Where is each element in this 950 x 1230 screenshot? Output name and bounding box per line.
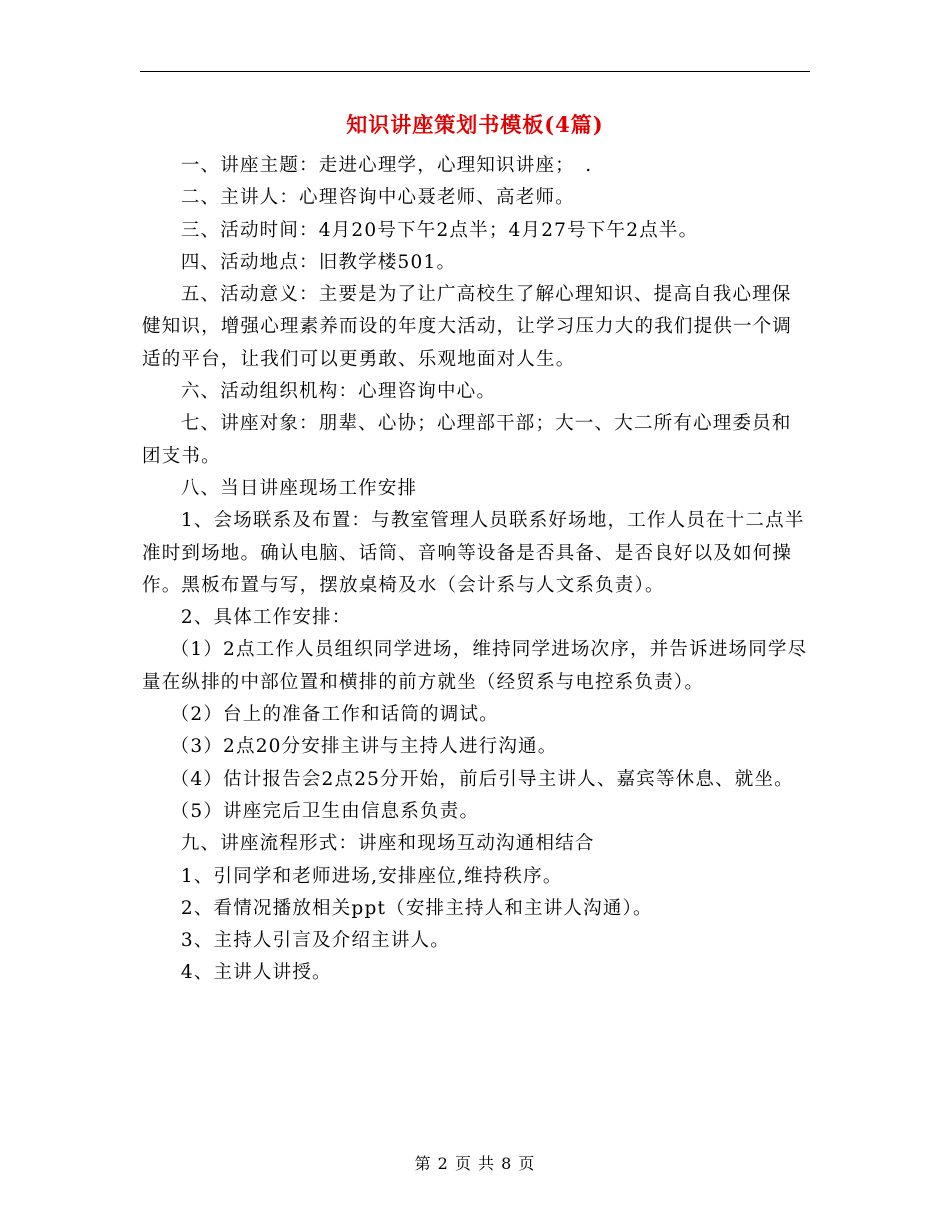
header-rule [140,71,810,72]
body-paragraph: 六、活动组织机构：心理咨询中心。 [180,381,497,403]
body-paragraph: 三、活动时间：4月20号下午2点半；4月27号下午2点半。 [180,219,699,241]
body-paragraph: 四、活动地点：旧教学楼501。 [180,251,457,273]
document-body [142,150,810,990]
body-paragraph: 2、具体工作安排： [180,607,352,629]
body-paragraph: 3、主持人引言及介绍主讲人。 [180,930,450,952]
body-paragraph: 八、当日讲座现场工作安排 [180,477,418,499]
body-paragraph: （1）2点工作人员组织同学进场，维持同学进场次序，并告诉进场同学尽量在纵排的中部位置和横排的前方就坐（经贸系与电控系负责）。 [142,639,808,693]
body-paragraph: 1、会场联系及布置：与教室管理人员联系好场地，工作人员在十二点半准时到场地。确认电脑、话筒、音响等设备是否具备、是否良好以及如何操作。黑板布置与写，摆放桌椅及水（会计系与人文系负责）。 [142,510,805,596]
body-paragraph: 一、讲座主题：走进心理学，心理知识讲座； . [180,155,593,176]
body-paragraph: 九、讲座流程形式：讲座和现场互动沟通相结合 [180,833,595,855]
body-paragraph: 五、活动意义：主要是为了让广高校生了解心理知识、提高自我心理保健知识，增强心理素养而设的年度大活动，让学习压力大的我们提供一个调适的平台，让我们可以更勇敢、乐观地面对人生。 [142,284,793,370]
body-paragraph: 2、看情况播放相关ppt（安排主持人和主讲人沟通）。 [180,897,653,919]
body-paragraph: （3）2点20分安排主讲与主持人进行沟通。 [170,736,558,758]
body-paragraph: 七、讲座对象：朋辈、心协；心理部干部；大一、大二所有心理委员和团支书。 [142,413,792,467]
document-title: 知识讲座策划书模板(4篇) [346,112,604,137]
body-paragraph: （2）台上的准备工作和话筒的调试。 [170,704,499,726]
body-paragraph: （5）讲座完后卫生由信息系负责。 [170,800,480,822]
body-paragraph: （4）估计报告会2点25分开始，前后引导主讲人、嘉宾等休息、就坐。 [170,768,794,790]
page-number-footer: 第 2 页 共 8 页 [414,1154,536,1173]
body-paragraph: 二、主讲人：心理咨询中心聂老师、高老师。 [180,187,575,209]
body-paragraph: 1、引同学和老师进场,安排座位,维持秩序。 [180,865,563,887]
body-paragraph: 4、主讲人讲授。 [180,962,332,984]
